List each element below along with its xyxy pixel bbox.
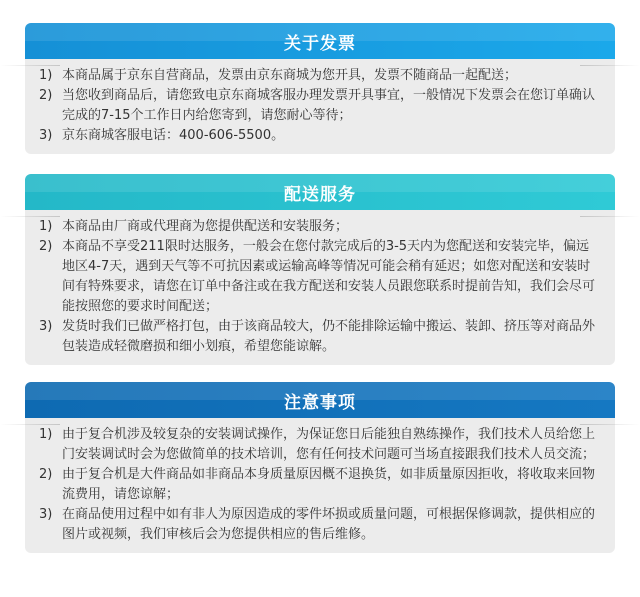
list-item-number: 2) (39, 467, 53, 482)
list-item-number: 3) (39, 507, 53, 522)
list-item-text: 由于复合机是大件商品如非商品本身质量原因概不退换货，如非质量原因拒收，将收取来回物流费用，请您谅解； (62, 467, 596, 502)
list-item (39, 237, 601, 317)
list-item-text: 本商品属于京东自营商品，发票由京东商城为您开具，发票不随商品一起配送； (62, 68, 518, 83)
delivery-section (25, 174, 615, 365)
list-item (39, 505, 601, 545)
list-item-text: 当您收到商品后，请您致电京东商城客服办理发票开具事宜，一般情况下发票会在您订单确认完成的7-15个工作日内给您寄到，请您耐心等待； (62, 88, 596, 123)
list-item (39, 86, 601, 126)
list-item-number: 1) (39, 68, 53, 83)
list-item-number: 2) (39, 239, 53, 254)
list-item (39, 425, 601, 465)
list-item-text: 京东商城客服电话：400-606-5500。 (62, 128, 285, 143)
notice-section-title: 注意事项 (284, 392, 356, 413)
delivery-section-title: 配送服务 (284, 184, 356, 205)
invoice-section-body (25, 59, 615, 154)
list-item-number: 1) (39, 427, 53, 442)
list-item (39, 317, 601, 357)
list-item-number: 3) (39, 319, 53, 334)
notice-section (25, 382, 615, 553)
list-item-number: 1) (39, 219, 53, 234)
list-item (39, 66, 601, 86)
list-item-text: 发货时我们已做严格打包，由于该商品较大，仍不能排除运输中搬运、装卸、挤压等对商品外包装造成轻微磨损和细小划痕，希望您能谅解。 (62, 319, 596, 354)
notice-section-body (25, 418, 615, 553)
list-item-number: 3) (39, 128, 53, 143)
invoice-section-title: 关于发票 (284, 33, 356, 54)
list-item-text: 本商品不享受211限时达服务，一般会在您付款完成后的3-5天内为您配送和安装完毕，偏远地区4-7天，遇到天气等不可抗因素或运输高峰等情况可能会稍有延迟；如您对配送和安装时间有特殊要求，请您在订单中备注或在我方配送和安装人员跟您联系时提前告知，我们会尽可能按照您的要求时间配送； (62, 239, 596, 314)
list-item (39, 126, 601, 146)
list-item-text: 本商品由厂商或代理商为您提供配送和安装服务； (62, 219, 349, 234)
list-item-text: 在商品使用过程中如有非人为原因造成的零件坏损或质量问题，可根据保修调款，提供相应的图片或视频，我们审核后会为您提供相应的售后维修。 (62, 507, 596, 542)
delivery-section-body (25, 210, 615, 365)
invoice-section (25, 23, 615, 154)
invoice-section-header (25, 23, 615, 59)
list-item (39, 217, 601, 237)
list-item (39, 465, 601, 505)
list-item-number: 2) (39, 88, 53, 103)
notice-section-header (25, 382, 615, 418)
list-item-text: 由于复合机涉及较复杂的安装调试操作，为保证您日后能独自熟练操作，我们技术人员给您上门安装调试时会为您做简单的技术培训，您有任何技术问题可当场直接跟我们技术人员交流； (62, 427, 596, 462)
delivery-section-header (25, 174, 615, 210)
